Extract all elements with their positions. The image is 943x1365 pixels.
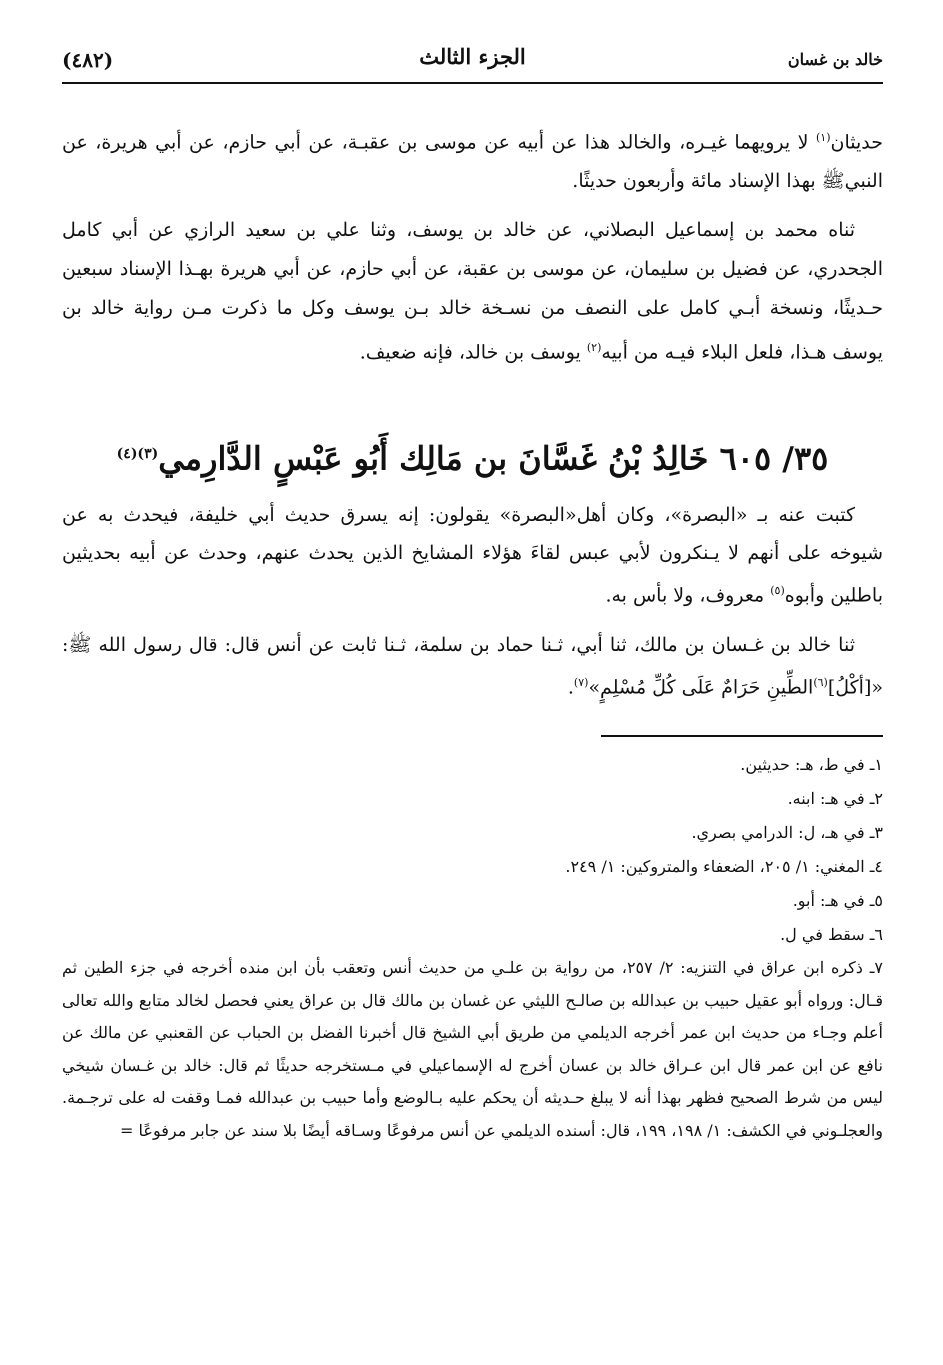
footnote-ref[interactable]: (١) (816, 131, 831, 144)
footnote: ٤ـ المغني: ١/ ٢٠٥، الضعفاء والمتروكين: ١/ ٢٤٩. (565, 857, 883, 876)
footnote-ref[interactable]: (٣)(٤) (116, 446, 159, 462)
footnote: ٥ـ في هـ: أبو. (792, 891, 883, 910)
header-rule (62, 82, 883, 84)
footnote-separator (601, 735, 883, 737)
main-text (62, 118, 883, 373)
paragraph: حديثان$^{(١)}$ لا يرويهما غيـره، والخالد هذا عن أبيه عن موسى بن عقبـة، عن أبي حازم، عن أبي هريرة، عن النبيﷺ بهذا الإسناد مائة وأربعون حديثًا. (62, 131, 883, 193)
entry-text (62, 496, 883, 707)
running-entry-name: خالد بن غسان (787, 50, 883, 69)
paragraph: كتبت عنه بـ «البصرة»، وكان أهل«البصرة» يقولون: إنه يسرق حديث أبي خليفة، فيحدث به عن شيوخه على أنهم لا يـنكرون لأبي عبس لقاءَ هؤلاء المشايخ الذين يحدث عنهم، وحدث عن أبيه بحديثين باطلين وأبوه$^{(٥)}$ معروف، ولا بأس به. (62, 504, 883, 607)
footnote-ref[interactable]: (٦) (813, 676, 828, 690)
page-header (62, 40, 883, 84)
footnote: ٦ـ سقط في ل. (780, 925, 883, 944)
footnote-ref[interactable]: (٧) (573, 676, 589, 690)
footnote-ref[interactable]: (٢) (586, 341, 602, 355)
paragraph: ثناه محمد بن إسماعيل البصلاني، عن خالد بن يوسف، وثنا علي بن سعيد الرازي عن أبي كامل الجحدري، عن فضيل بن سليمان، عن موسى بن عقبة، عن أبي حازم، عن أبي هريرة بهـذا الإسناد سبعين حـديثًا، ونسخة أبـي كامل على النصف من نسـخة خالد بـن يوسف وكل ما ذكرت مـن رواية خالد بن يوسف هـذا، فلعل البلاء فيـه من أبيه$^{(٢)}$ يوسف بن خالد، فإنه ضعيف. (62, 219, 883, 364)
footnotes (62, 748, 883, 1147)
footnote-ref[interactable]: (٥) (770, 584, 785, 597)
footnote: ١ـ في ط، هـ: حديثين. (740, 755, 883, 774)
entry-heading: ٣٥/ ٦٠٥ خَالِدُ بْنُ غَسَّانَ بن مَالِك أَبُو عَبْسٍ الدَّارِمي$^{(٣)(٤)}$ (116, 439, 829, 478)
footnote: ٣ـ في هـ، ل: الدرامي بصري. (691, 823, 883, 842)
footnote: ٢ـ في هـ: ابنه. (787, 789, 883, 808)
volume-title: الجزء الثالث (419, 44, 526, 69)
hadith-text: الطِّينِ حَرَامٌ عَلَى كُلِّ مُسْلِمٍ» (588, 676, 814, 699)
footnote: ٧ـ ذكره ابن عراق في التنزيه: ٢/ ٢٥٧، من رواية بن علـي من حديث أنس وتعقب بأن ابن منده أخرجه في جزء الطين ثم قـال: ورواه أبو عقيل حبيب بن عبدالله بن صالـح الليثي عن غسان بن مالك قال بن عراق يعني فحصل لخالد متابع والله تعالى أعلم وجـاء من حديث ابن عمر أخرجه الديلمي من طريق أبي الشيخ قال أخبرنا الفضل بن الحباب عن القعنبي عن مالك عن نافع عن ابن عمر قال ابن عـراق خالد بن عسان أخرج له الإسماعيلي في مـستخرجه حديثًا ثم قال: خالد بن غـسان شيخي ليس من شرط الصحيح فظهر بهذا أنه لا يبلغ حـديثه أن يحكم عليه بـالوضع وأما حبيب بن عبدالله فمـا وقفت له على ترجـمة. والعجلـوني في الكشف: ١/ ١٩٨، ١٩٩، قال: أسنده الديلمي عن أنس مرفوعًا وسـاقه أيضًا بلا سند عن جابر مرفوعًا = (62, 958, 884, 1140)
page-number: (٤٨٢) (62, 48, 114, 72)
paragraph: ثنا خالد بن غـسان بن مالك، ثنا أبي، ثـنا حماد بن سلمة، ثـنا ثابت عن أنس قال: قال رسول الله ﷺ: «[أكْلُ]$^{(٦)}$الطِّينِ حَرَامٌ عَلَى كُلِّ مُسْلِمٍ»$^{(٧)}$. (62, 634, 883, 699)
